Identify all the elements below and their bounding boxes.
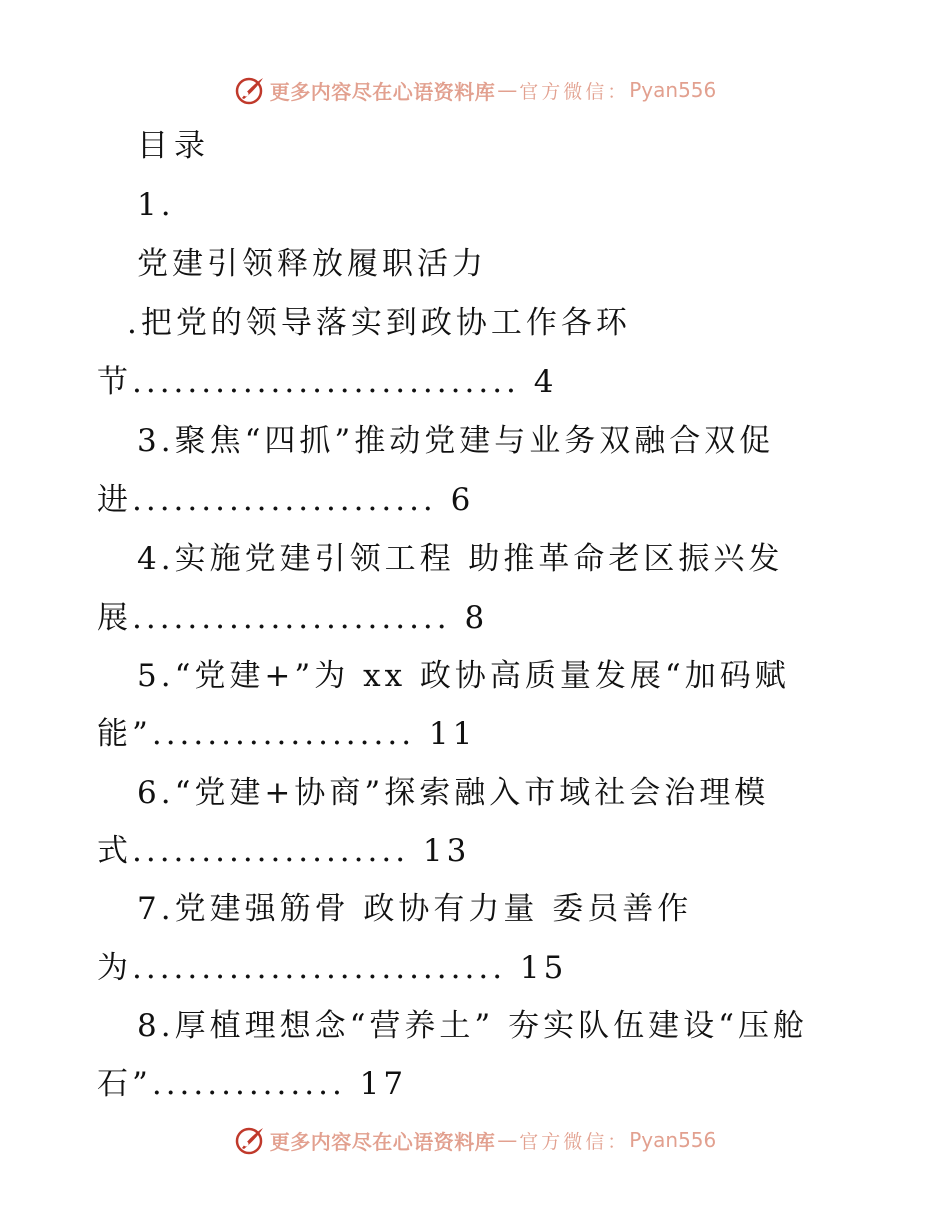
- banner-wechat-id: Pyan556: [629, 1128, 717, 1152]
- toc-line: 进...................... 6: [97, 482, 475, 518]
- toc-line: .把党的领导落实到政协工作各环: [127, 305, 631, 341]
- banner-title: 更多内容尽在心语资料库: [269, 1129, 496, 1154]
- toc-line: 7.党建强筋骨 政协有力量 委员善作: [137, 891, 693, 927]
- banner-title: 更多内容尽在心语资料库: [269, 79, 496, 104]
- banner-separator: —: [497, 78, 518, 102]
- toc-line: 4.实施党建引领工程 助推革命老区振兴发: [137, 541, 784, 577]
- banner-wechat-id: Pyan556: [629, 78, 717, 102]
- quill-pen-logo-icon: [234, 1124, 266, 1156]
- footer-watermark-banner: [0, 1120, 950, 1160]
- toc-line: 1.: [137, 187, 175, 223]
- banner-separator: —: [497, 1128, 518, 1152]
- toc-line: 为........................... 15: [97, 950, 568, 986]
- toc-line: 5.“党建+”为 xx 政协高质量发展“加码赋: [137, 658, 790, 694]
- header-watermark-banner: [0, 70, 950, 110]
- quill-pen-logo-icon: [234, 74, 266, 106]
- toc-line: 式.................... 13: [97, 833, 471, 869]
- toc-line: 石”.............. 17: [97, 1066, 408, 1102]
- toc-line: 展....................... 8: [97, 600, 489, 636]
- toc-line: 3.聚焦“四抓”推动党建与业务双融合双促: [137, 423, 775, 459]
- toc-line: 8.厚植理想念“营养土” 夯实队伍建设“压舱: [137, 1008, 808, 1044]
- toc-line: 能”................... 11: [97, 716, 477, 752]
- toc-line: 党建引领释放履职活力: [137, 246, 487, 282]
- toc-title: 目录: [137, 128, 211, 164]
- banner-subtitle: 官方微信：: [519, 1130, 630, 1153]
- toc-line: 6.“党建+协商”探索融入市域社会治理模: [137, 775, 770, 811]
- toc-line: 节............................ 4: [97, 364, 558, 400]
- banner-subtitle: 官方微信：: [519, 80, 630, 103]
